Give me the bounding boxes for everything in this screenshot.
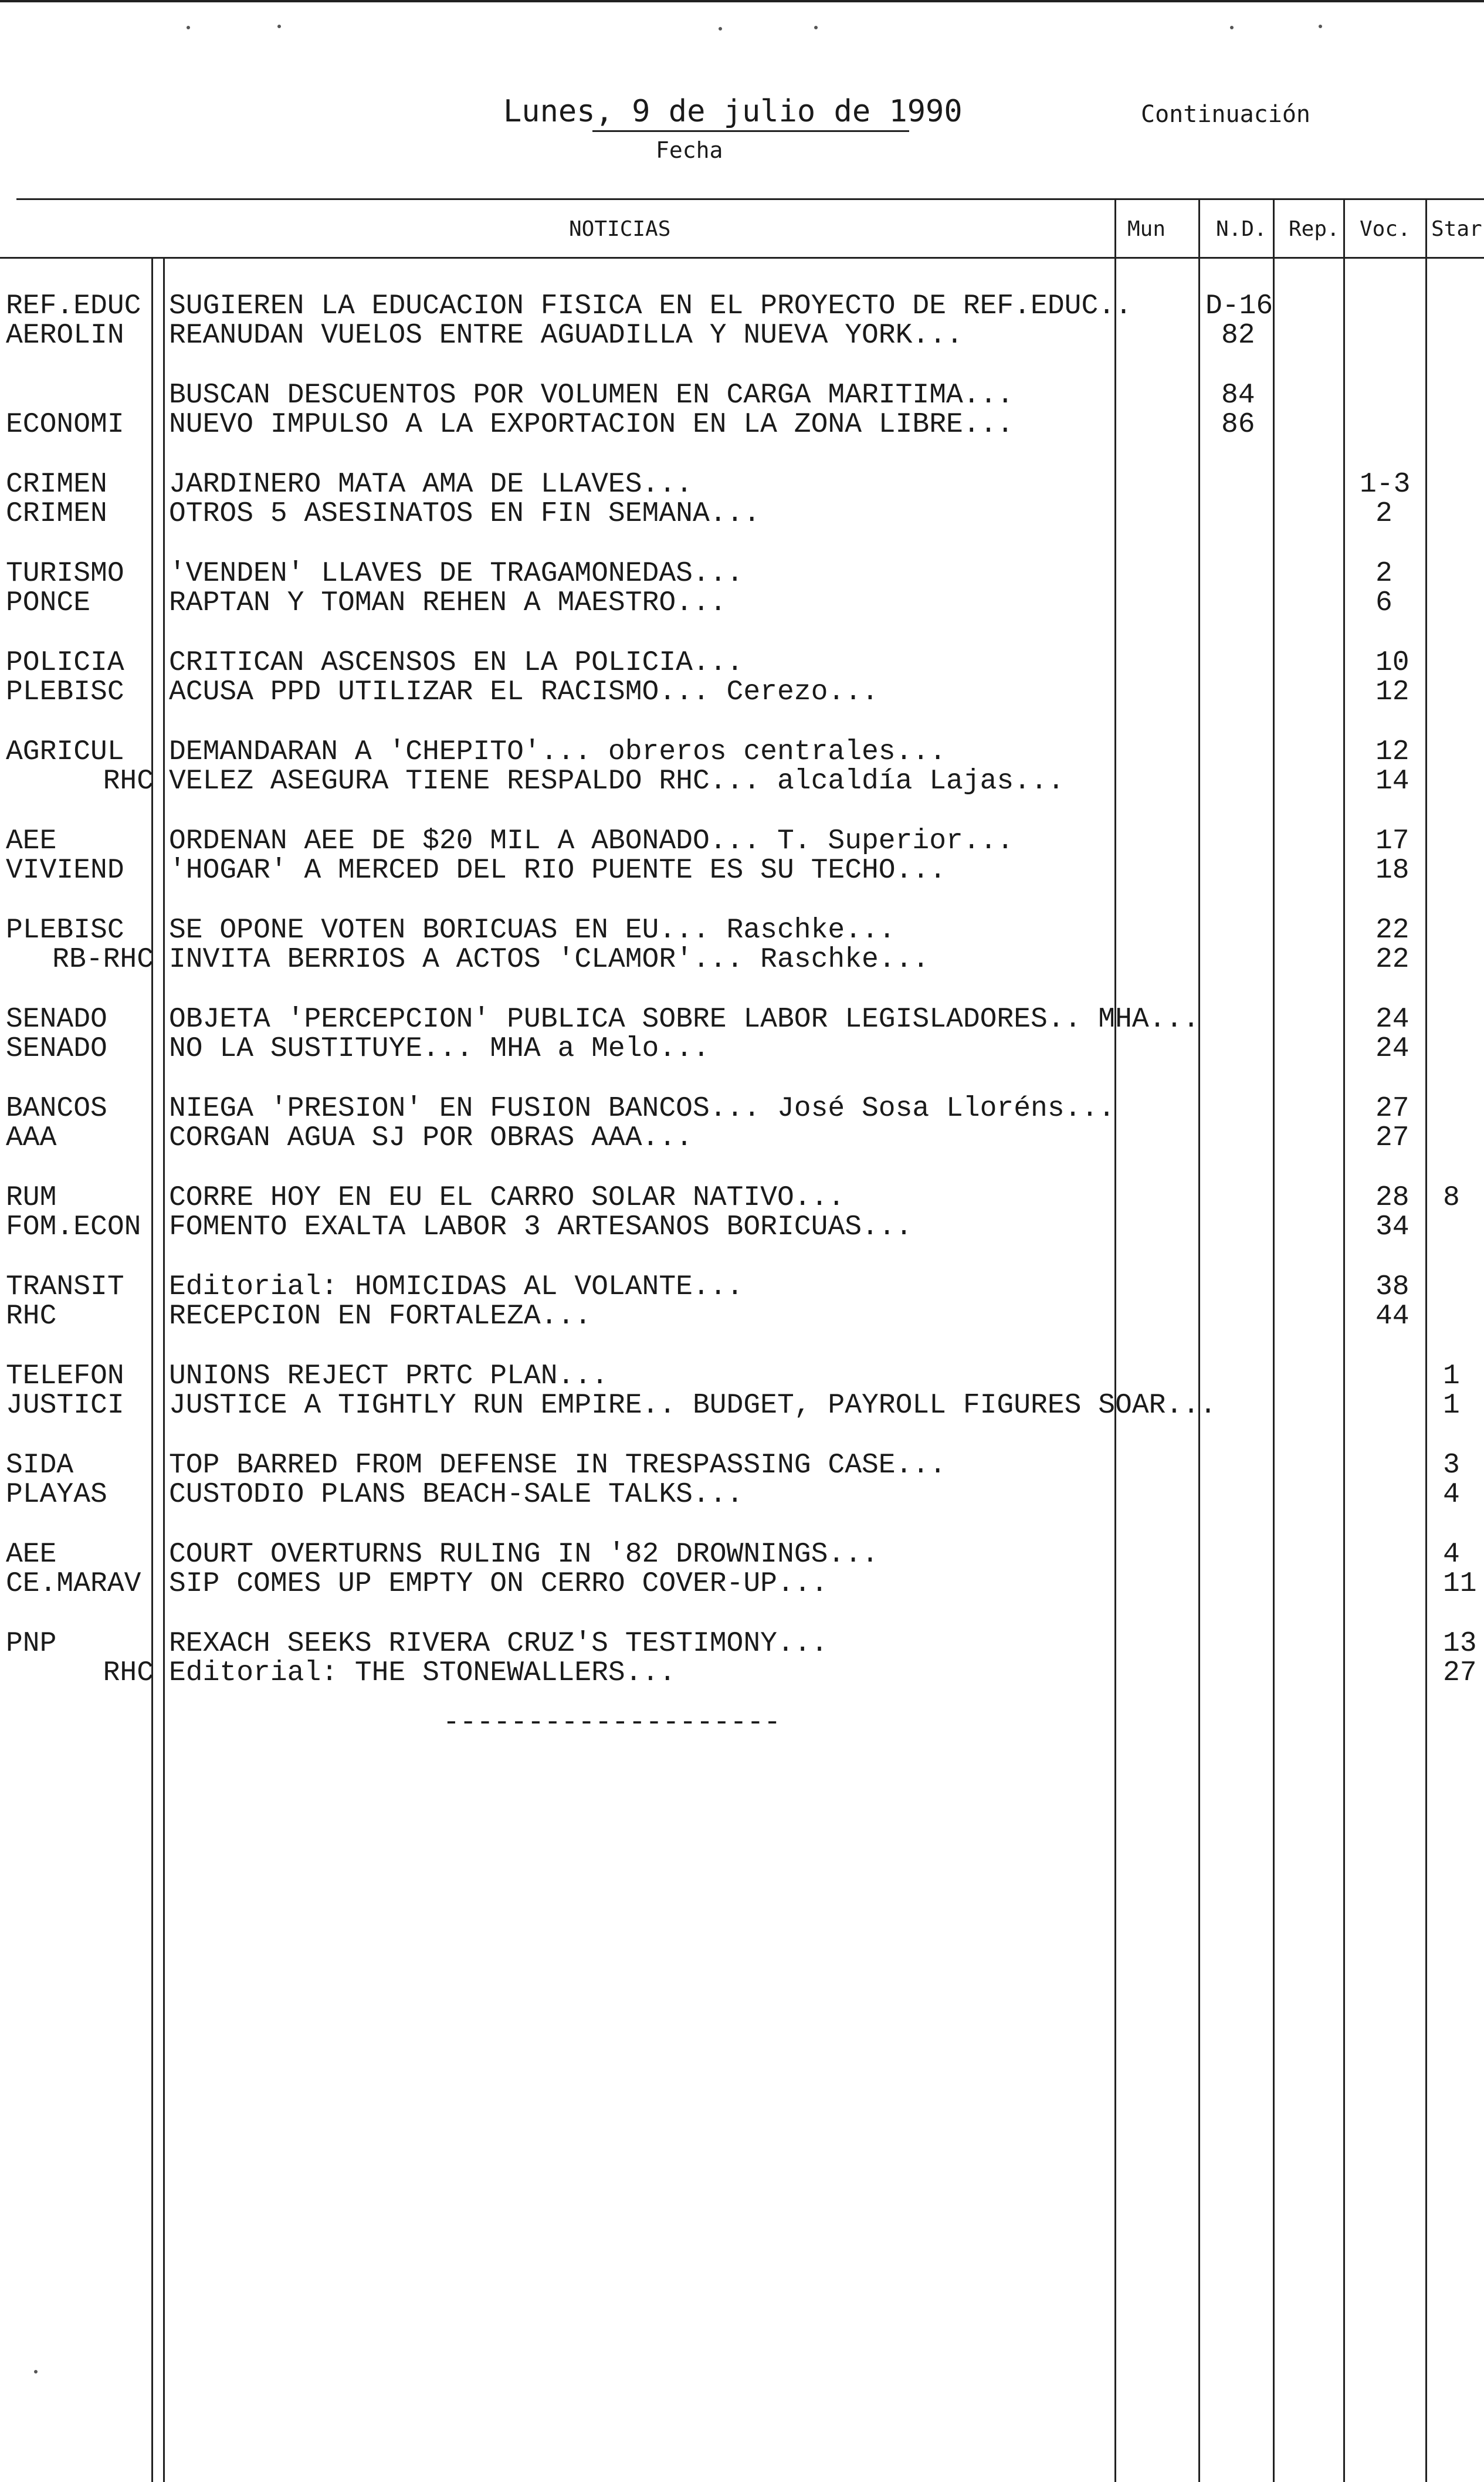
row-category: CRIMEN — [6, 498, 107, 530]
row-nd: 86 — [1221, 409, 1255, 441]
nd-divider-left — [1198, 198, 1200, 2482]
rep-divider-left — [1273, 198, 1275, 2482]
row-category: PLEBISC — [6, 915, 124, 946]
row-voc: 6 — [1375, 587, 1392, 619]
row-headline: ORDENAN AEE DE $20 MIL A ABONADO... T. Superior... — [169, 825, 1014, 857]
row-category: PONCE — [6, 587, 91, 619]
row-voc: 18 — [1375, 855, 1410, 886]
col-mun: Mun — [1127, 217, 1166, 241]
row-star: 8 — [1443, 1182, 1460, 1214]
row-headline: NIEGA 'PRESION' EN FUSION BANCOS... José Sosa Lloréns... — [169, 1093, 1116, 1125]
table-row — [0, 916, 1484, 945]
row-voc: 1-3 — [1360, 469, 1411, 500]
table-row — [0, 1213, 1484, 1242]
voc-divider-left — [1343, 198, 1345, 2482]
table-row — [0, 381, 1484, 410]
row-voc: 14 — [1375, 766, 1410, 797]
row-headline: VELEZ ASEGURA TIENE RESPALDO RHC... alcaldía Lajas... — [169, 766, 1065, 797]
row-category: AEE — [6, 1539, 57, 1570]
row-headline: RECEPCION EN FORTALEZA... — [169, 1301, 592, 1332]
row-category: RHC — [6, 1301, 57, 1332]
row-category: PLEBISC — [6, 676, 124, 708]
col-star: Star — [1431, 217, 1482, 241]
row-star: 3 — [1443, 1450, 1460, 1481]
row-category: RHC — [103, 766, 154, 797]
row-category: TELEFON — [6, 1360, 124, 1392]
scan-speck — [34, 2370, 38, 2373]
row-nd: 82 — [1221, 320, 1255, 351]
row-voc: 22 — [1375, 944, 1410, 976]
header-bottom-rule — [0, 257, 1484, 259]
row-headline: INVITA BERRIOS A ACTOS 'CLAMOR'... Raschke... — [169, 944, 930, 976]
row-headline: FOMENTO EXALTA LABOR 3 ARTESANOS BORICUAS... — [169, 1211, 913, 1243]
row-headline: ACUSA PPD UTILIZAR EL RACISMO... Cerezo... — [169, 676, 879, 708]
row-headline: UNIONS REJECT PRTC PLAN... — [169, 1360, 608, 1392]
row-voc: 24 — [1375, 1004, 1410, 1035]
row-headline: COURT OVERTURNS RULING IN '82 DROWNINGS... — [169, 1539, 879, 1570]
row-voc: 12 — [1375, 676, 1410, 708]
row-voc: 28 — [1375, 1182, 1410, 1214]
table-row — [0, 588, 1484, 618]
row-star: 4 — [1443, 1479, 1460, 1511]
table-row — [0, 1658, 1484, 1688]
table-row — [0, 1569, 1484, 1599]
scan-speck — [1319, 25, 1322, 28]
row-headline: CORRE HOY EN EU EL CARRO SOLAR NATIVO... — [169, 1182, 845, 1214]
row-category: VIVIEND — [6, 855, 124, 886]
date-underline — [592, 130, 909, 132]
star-divider-left — [1425, 198, 1427, 2482]
row-category: AEROLIN — [6, 320, 124, 351]
top-border — [0, 0, 1484, 2]
row-voc: 27 — [1375, 1093, 1410, 1125]
table-row — [0, 1480, 1484, 1509]
col-voc: Voc. — [1360, 217, 1411, 241]
table-row — [0, 1540, 1484, 1569]
row-voc: 38 — [1375, 1271, 1410, 1303]
row-nd: 84 — [1221, 380, 1255, 411]
row-category: RB-RHC — [52, 944, 154, 976]
table-row — [0, 678, 1484, 707]
table-row — [0, 499, 1484, 529]
row-category: RUM — [6, 1182, 57, 1214]
row-headline: JUSTICE A TIGHTLY RUN EMPIRE.. BUDGET, PAYROLL FIGURES SOAR... — [169, 1390, 1217, 1421]
row-category: AAA — [6, 1122, 57, 1154]
row-category: TRANSIT — [6, 1271, 124, 1303]
row-category: SIDA — [6, 1450, 74, 1481]
table-row — [0, 1629, 1484, 1658]
row-voc: 17 — [1375, 825, 1410, 857]
row-star: 13 — [1443, 1629, 1477, 1658]
col-rep: Rep. — [1289, 217, 1340, 241]
table-row — [0, 1094, 1484, 1123]
row-category: TURISMO — [6, 558, 124, 590]
row-category: AEE — [6, 825, 57, 857]
table-row — [0, 1362, 1484, 1391]
row-headline: REANUDAN VUELOS ENTRE AGUADILLA Y NUEVA YORK... — [169, 320, 963, 351]
table-row — [0, 827, 1484, 856]
scan-speck — [1230, 26, 1234, 29]
row-headline: 'VENDEN' LLAVES DE TRAGAMONEDAS... — [169, 558, 744, 590]
table-row — [0, 1183, 1484, 1213]
row-voc: 2 — [1375, 498, 1392, 530]
row-headline: SUGIEREN LA EDUCACION FISICA EN EL PROYECTO DE REF.EDUC.. — [169, 290, 1132, 322]
table-row — [0, 1272, 1484, 1302]
row-category: REF.EDUC — [6, 290, 141, 322]
row-headline: RAPTAN Y TOMAN REHEN A MAESTRO... — [169, 587, 727, 619]
row-voc: 2 — [1375, 558, 1392, 590]
table-row — [0, 470, 1484, 499]
table-row — [0, 856, 1484, 885]
row-headline: TOP BARRED FROM DEFENSE IN TRESPASSING CASE... — [169, 1450, 947, 1481]
row-headline: 'HOGAR' A MERCED DEL RIO PUENTE ES SU TECHO... — [169, 855, 947, 886]
row-headline: Editorial: THE STONEWALLERS... — [169, 1657, 676, 1689]
table-top-rule — [16, 198, 1484, 200]
row-headline: NUEVO IMPULSO A LA EXPORTACION EN LA ZONA LIBRE... — [169, 409, 1014, 441]
table-row — [0, 559, 1484, 588]
table-row — [0, 1302, 1484, 1331]
row-category: PLAYAS — [6, 1479, 107, 1511]
row-category: FOM.ECON — [6, 1211, 141, 1243]
row-category: SENADO — [6, 1004, 107, 1035]
row-headline: CORGAN AGUA SJ POR OBRAS AAA... — [169, 1122, 693, 1154]
row-star: 1 — [1443, 1360, 1460, 1392]
table-row — [0, 648, 1484, 678]
row-headline: Editorial: HOMICIDAS AL VOLANTE... — [169, 1271, 744, 1303]
row-voc: 34 — [1375, 1211, 1410, 1243]
table-row — [0, 1005, 1484, 1034]
row-star: 27 — [1443, 1658, 1477, 1688]
table-row — [0, 737, 1484, 767]
row-voc: 22 — [1375, 915, 1410, 946]
row-category: SENADO — [6, 1033, 107, 1065]
end-separator: -------------------- — [443, 1707, 781, 1739]
row-star: 11 — [1443, 1569, 1477, 1599]
row-voc: 12 — [1375, 736, 1410, 768]
row-headline: SIP COMES UP EMPTY ON CERRO COVER-UP... — [169, 1568, 828, 1600]
row-headline: CUSTODIO PLANS BEACH-SALE TALKS... — [169, 1479, 744, 1511]
row-nd: D-16 — [1205, 290, 1273, 322]
table-row — [0, 767, 1484, 796]
table-row — [0, 1034, 1484, 1064]
row-category: ECONOMI — [6, 409, 124, 441]
table-row — [0, 1451, 1484, 1480]
continuation-label: Continuación — [1141, 101, 1310, 128]
row-category: PNP — [6, 1628, 57, 1660]
table-row — [0, 321, 1484, 350]
row-category: CRIMEN — [6, 469, 107, 500]
row-category: CE.MARAV — [6, 1568, 141, 1600]
row-category: JUSTICI — [6, 1390, 124, 1421]
row-category: POLICIA — [6, 647, 124, 679]
table-row — [0, 945, 1484, 974]
scan-speck — [814, 26, 818, 29]
scan-speck — [277, 25, 281, 28]
col-noticias: NOTICIAS — [569, 217, 671, 241]
mun-divider-left — [1114, 198, 1116, 2482]
row-voc: 27 — [1375, 1122, 1410, 1154]
table-row — [0, 292, 1484, 321]
row-voc: 44 — [1375, 1301, 1410, 1332]
row-headline: OTROS 5 ASESINATOS EN FIN SEMANA... — [169, 498, 761, 530]
row-category: BANCOS — [6, 1093, 107, 1125]
scan-speck — [187, 26, 190, 29]
row-star: 4 — [1443, 1539, 1460, 1570]
row-headline: DEMANDARAN A 'CHEPITO'... obreros centrales... — [169, 736, 947, 768]
row-headline: JARDINERO MATA AMA DE LLAVES... — [169, 469, 693, 500]
row-headline: REXACH SEEKS RIVERA CRUZ'S TESTIMONY... — [169, 1628, 828, 1660]
row-category: RHC — [103, 1657, 154, 1689]
row-star: 1 — [1443, 1390, 1460, 1421]
table-row — [0, 1391, 1484, 1420]
col-nd: N.D. — [1216, 217, 1267, 241]
row-category: AGRICUL — [6, 736, 124, 768]
scan-speck — [719, 27, 722, 31]
row-voc: 10 — [1375, 647, 1410, 679]
row-headline: SE OPONE VOTEN BORICUAS EN EU... Raschke... — [169, 915, 896, 946]
row-voc: 24 — [1375, 1033, 1410, 1065]
row-headline: NO LA SUSTITUYE... MHA a Melo... — [169, 1033, 710, 1065]
date-label: Fecha — [656, 137, 723, 163]
table-row — [0, 410, 1484, 439]
report-date: Lunes, 9 de julio de 1990 — [503, 94, 963, 129]
row-headline: CRITICAN ASCENSOS EN LA POLICIA... — [169, 647, 744, 679]
table-row — [0, 1123, 1484, 1153]
row-headline: BUSCAN DESCUENTOS POR VOLUMEN EN CARGA MARITIMA... — [169, 380, 1014, 411]
row-headline: OBJETA 'PERCEPCION' PUBLICA SOBRE LABOR LEGISLADORES.. MHA... — [169, 1004, 1200, 1035]
